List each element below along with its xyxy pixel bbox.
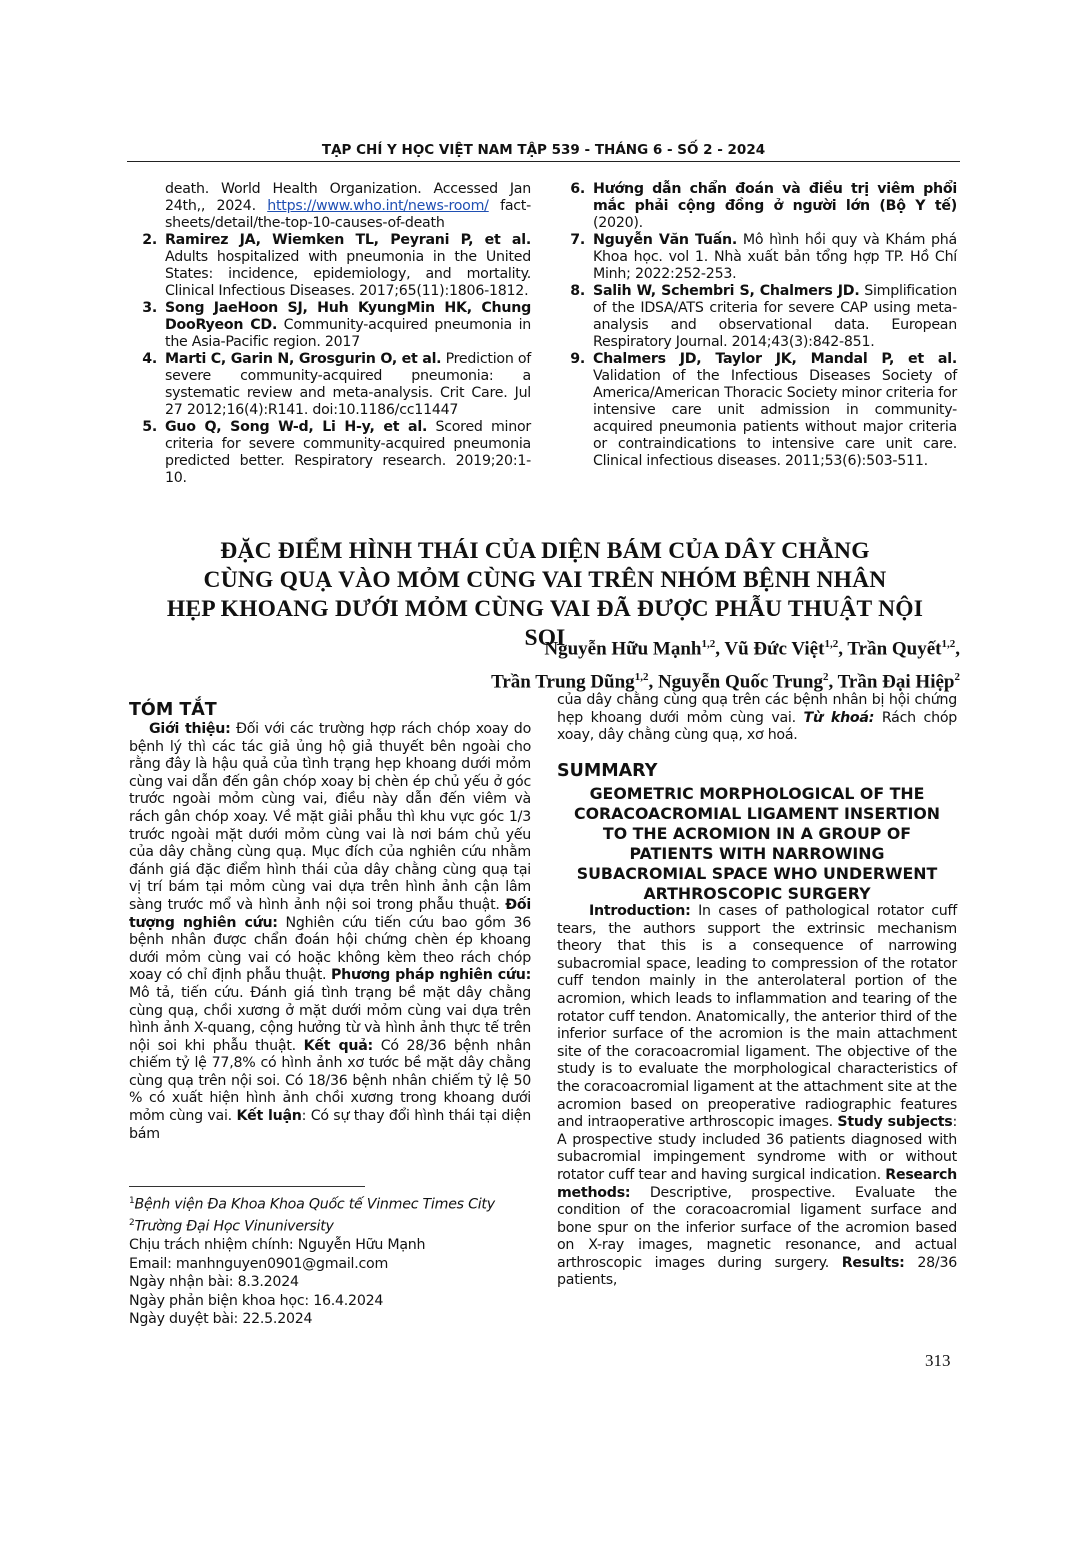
references-right-column <box>557 181 957 470</box>
keywords-text: Rách chóp xoay, dây chằng cùng quạ, xơ hoá. <box>557 709 958 744</box>
date-accepted: Ngày duyệt bài: 22.5.2024 <box>129 1311 313 1328</box>
reference-number: 4. <box>142 351 157 367</box>
reference-text: death. World Health Organization. Accessed Jan 24th,, 2024. <box>165 181 531 214</box>
label-methods: Phương pháp nghiên cứu: <box>330 967 531 984</box>
abstract-text: Descriptive, prospective. Evaluate the condition of the coracoacromial ligament surface and bone spur on the inferior surface of the acromion based on X-ray images, magnetic resonance, and actual arthroscopic images during surgery. <box>557 1184 957 1271</box>
reference-text: (2020). <box>593 215 643 231</box>
reference-item <box>129 300 531 351</box>
author-name: Trần Đại Hiệp <box>837 671 955 693</box>
reference-authors: Hướng dẫn chẩn đoán và điều trị viêm phổi mắc phải cộng đồng ở người lớn (Bộ Y tế) <box>593 181 957 214</box>
label-introduction: Introduction: <box>589 903 691 919</box>
author-affiliation: 1,2 <box>824 638 839 650</box>
author-separator: , <box>715 638 725 660</box>
reference-item <box>557 351 957 470</box>
reference-item <box>129 232 531 300</box>
english-title-line: PATIENTS WITH NARROWING <box>629 844 885 863</box>
reference-number: 5. <box>142 419 157 435</box>
label-methods: Research methods: <box>557 1166 957 1201</box>
reference-text: Simplification of the IDSA/ATS criteria for severe CAP using meta-analysis and observational data. European Respiratory Journal. 2014;43(3):842-851. <box>593 283 957 350</box>
reference-number: 9. <box>570 351 585 367</box>
english-title-line: TO THE ACROMION IN A GROUP OF <box>602 824 912 843</box>
author-name: Trần Quyết <box>847 638 942 660</box>
reference-item <box>557 283 957 351</box>
abstract-text: : A prospective study included 36 patients diagnosed with subacromial impingement syndrome with or without rotator cuff tear and having surgical indication. <box>557 1114 957 1183</box>
reference-authors: Nguyễn Văn Tuấn. <box>593 232 738 248</box>
reference-link[interactable]: https://www.who.int/news-room/ <box>267 198 489 214</box>
abstract-text: : Có sự thay đổi hình thái tại diện bám <box>129 1108 531 1142</box>
author-line <box>260 630 960 663</box>
reference-item <box>557 232 957 283</box>
reference-authors: Song JaeHoon SJ, Huh KyungMin HK, Chung DooRyeon CD. <box>165 300 531 333</box>
corresponding-author: Chịu trách nhiệm chính: Nguyễn Hữu Mạnh <box>129 1237 426 1254</box>
reference-text: fact-sheets/detail/the-top-10-causes-of-death <box>165 198 531 231</box>
label-results: Results: <box>841 1254 905 1271</box>
date-reviewed: Ngày phản biện khoa học: 16.4.2024 <box>129 1292 384 1309</box>
label-subjects: Đối tượng nghiên cứu: <box>129 896 531 931</box>
reference-authors: Guo Q, Song W-d, Li H-y, et al. <box>165 419 428 435</box>
author-name: Nguyễn Quốc Trung <box>657 671 823 693</box>
affiliation-marker: 2 <box>129 1218 135 1229</box>
title-line: ĐẶC ĐIỂM HÌNH THÁI CỦA DIỆN BÁM CỦA DÂY CHẰNG <box>220 538 870 564</box>
label-results: Kết quả: <box>303 1037 373 1054</box>
label-conclusion: Kết luận <box>236 1108 302 1125</box>
affiliation-text: Trường Đại Học Vinuniversity <box>134 1218 334 1235</box>
affiliation-marker: 1 <box>129 1196 135 1206</box>
author-affiliation: 2 <box>823 671 829 684</box>
reference-authors: Chalmers JD, Taylor JK, Mandal P, et al. <box>593 351 957 367</box>
reference-text: Mô hình hồi quy và Khám phá Khoa học. vol 1. Nhà xuất bản tổng hợp TP. Hồ Chí Minh; 2022:252-253. <box>593 232 957 282</box>
reference-authors: Ramirez JA, Wiemken TL, Peyrani P, et al. <box>165 232 531 248</box>
author-separator: , <box>648 671 658 693</box>
abstract-text: Nghiên cứu tiến cứu bao gồm 36 bệnh nhân được chẩn đoán hội chứng chèn ép khoang dưới mỏm cùng vai có hoặc không kèm theo rách chóp xoay có chỉ định phẫu thuật. <box>129 914 531 984</box>
affiliation-1 <box>129 1192 549 1214</box>
reference-number: 3. <box>142 300 157 316</box>
abstract-heading: TÓM TẮT <box>129 700 217 720</box>
author-separator: , <box>838 638 848 660</box>
reference-number: 8. <box>570 283 585 299</box>
title-line: CÙNG QUẠ VÀO MỎM CÙNG VAI TRÊN NHÓM BỆNH NHÂN <box>203 567 887 593</box>
author-affiliation: 1,2 <box>941 638 956 650</box>
reference-authors: Marti C, Garin N, Grosgurin O, et al. <box>165 351 442 367</box>
footnotes <box>129 1192 549 1329</box>
author-list <box>260 630 960 697</box>
english-title-line: ARTHROSCOPIC SURGERY <box>643 884 871 903</box>
label-subjects: Study subjects <box>837 1114 953 1131</box>
reference-number: 2. <box>142 232 157 248</box>
title-line: HẸP KHOANG DƯỚI MỎM CÙNG VAI ĐÃ ĐƯỢC PHẪU THUẬT NỘI SOI <box>166 596 924 651</box>
page-number: 313 <box>925 1351 951 1370</box>
label-keywords: Từ khoá: <box>803 709 875 726</box>
english-title-line: CORACOACROMIAL LIGAMENT INSERTION <box>574 804 940 823</box>
author-name: Trần Trung Dũng <box>491 671 635 693</box>
summary-heading: SUMMARY <box>557 761 658 781</box>
reference-text: Community-acquired pneumonia in the Asia-Pacific region. 2017 <box>165 317 532 350</box>
abstract-text: Có 28/36 bệnh nhân chiếm tỷ lệ 77,8% có hình ảnh xơ tước bề mặt dây chằng cùng quạ trên nội soi. Có 18/36 bệnh nhân chiếm tỷ lệ 50 % có xuất hiện hình ảnh chồi xương trong khoang dưới mỏm cùng vai. <box>129 1037 532 1125</box>
reference-number: 6. <box>570 181 585 197</box>
affiliation-2 <box>129 1214 549 1236</box>
reference-text: Scored minor criteria for severe community-acquired pneumonia predicted better. Respiratory research. 2019;20:1-10. <box>165 419 531 486</box>
date-received: Ngày nhận bài: 8.3.2024 <box>129 1274 299 1291</box>
reference-continuation <box>129 181 531 232</box>
english-title <box>557 784 957 904</box>
english-title-line: SUBACROMIAL SPACE WHO UNDERWENT <box>576 864 938 883</box>
header-divider <box>127 161 960 162</box>
english-title-line: GEOMETRIC MORPHOLOGICAL OF THE <box>589 784 925 803</box>
reference-item <box>129 351 531 419</box>
abstract-text: 28/36 patients, <box>557 1254 957 1289</box>
journal-header: TẠP CHÍ Y HỌC VIỆT NAM TẬP 539 - THÁNG 6 - SỐ 2 - 2024 <box>321 142 766 158</box>
author-affiliation: 1,2 <box>701 638 716 650</box>
abstract-vietnamese <box>129 721 531 1143</box>
footnote-divider <box>129 1186 365 1187</box>
abstract-vietnamese-continued <box>557 692 957 745</box>
author-separator: , <box>828 671 838 693</box>
abstract-text: In cases of pathological rotator cuff tears, the authors support the extrinsic mechanism theory that this is a consequence of narrowing subacromial space, leading to compression of the rotator cuff tendon mainly in the anterolateral portion of the acromion, which leads to inflammation and tearing of the rotator cuff tendon. Anatomically, the anterior third of the inferior surface of the acromion is the main attachment site of the coracoacromial ligament. The objective of the study is to evaluate the morphological characteristics of the coracoacromial ligament at the attachment site at the acromion based on preoperative radiographic features and intraoperative arthroscopic images. <box>557 903 957 1131</box>
reference-authors: Salih W, Schembri S, Chalmers JD. <box>593 283 860 299</box>
reference-item <box>129 419 531 487</box>
abstract-text: Đối với các trường hợp rách chóp xoay do bệnh lý thì các tác giả ủng hộ giả thuyết bên ngoài cho rằng đây là hậu quả của tình trạng hẹp khoang dưới mỏm cùng vai dẫn đến gân chóp xoay bị chèn ép chủ yếu ở góc trước ngoài mỏm cùng vai, điều này dẫn đến viêm và rách gân chóp xoay. Về mặt giải phẫu thì khu vực góc 1/3 trước ngoài mặt dưới mỏm cùng vai là nơi bám chủ yếu của dây chằng cùng quạ. Mục đích của nghiên cứu nhằm đánh giá đặc điểm hình thái của dây chằng cùng quạ tại vị trí bám tại mỏm cùng vai dựa trên hình ảnh cận lâm sàng trước mổ và hình ảnh nội soi trong phẫu thuật. <box>129 721 531 913</box>
author-separator: , <box>955 638 960 660</box>
email: Email: manhnguyen0901@gmail.com <box>129 1255 389 1272</box>
author-affiliation: 1,2 <box>634 671 649 684</box>
references-left-column <box>129 181 531 487</box>
reference-text: Adults hospitalized with pneumonia in the United States: incidence, epidemiology, and mortality. Clinical Infectious Diseases. 2017;65(11):1806-1812. <box>165 249 531 299</box>
affiliation-text: Bệnh viện Đa Khoa Khoa Quốc tế Vinmec Times City <box>134 1196 495 1213</box>
abstract-text: của dây chằng cùng quạ trên các bệnh nhân bị hội chứng hẹp khoang dưới mỏm cùng vai. <box>557 692 957 726</box>
author-affiliation: 2 <box>954 671 960 684</box>
abstract-text: Mô tả, tiến cứu. Đánh giá tình trạng bề mặt dây chằng cùng quạ, chồi xương ở mặt dưới mỏm cùng vai dựa trên hình ảnh X-quang, cộng hưởng từ và hình ảnh thực tế trên nội soi khi phẫu thuật. <box>129 984 531 1054</box>
reference-item <box>557 181 957 232</box>
author-name: Nguyễn Hữu Mạnh <box>544 638 702 660</box>
reference-text: Validation of the Infectious Diseases Society of America/American Thoracic Society minor criteria for intensive care unit admission in community-acquired pneumonia patients without major criteria or contraindications to intensive care unit care. Clinical infectious diseases. 2011;53(6):503-511. <box>593 368 958 469</box>
author-name: Vũ Đức Việt <box>724 638 825 660</box>
label-introduction: Giới thiệu: <box>149 721 231 737</box>
reference-number: 7. <box>570 232 585 248</box>
reference-text: Prediction of severe community-acquired pneumonia: a systematic review and meta-analysis. Crit Care. Jul 27 2012;16(4):R141. doi:10.1186/cc11447 <box>165 351 532 418</box>
abstract-english <box>557 903 957 1290</box>
